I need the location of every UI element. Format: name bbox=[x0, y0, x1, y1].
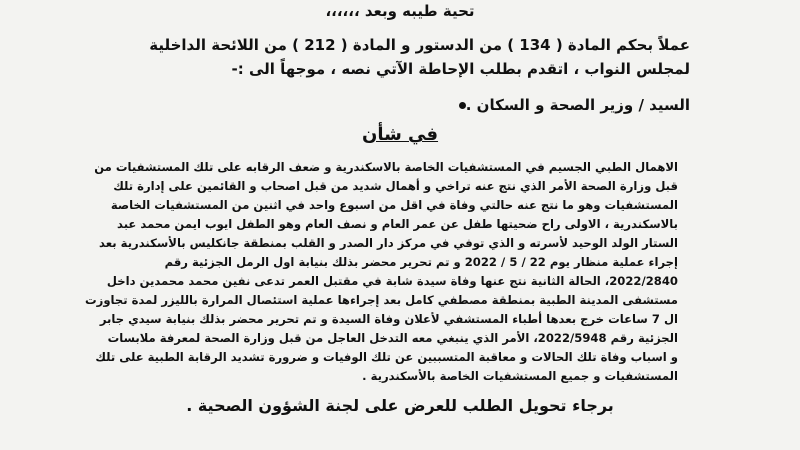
body-line: بالاسكندرية ، الاولى راح ضحيتها طفل عن عمر العام و نصف العام وهو الطفل ايوب ايمن محمد عبد bbox=[117, 217, 678, 231]
body-line: قبل وزارة الصحة الأمر الذي نتج عنه تراخي و أهمال شديد من قبل اصحاب و القائمين على إدارة تلك bbox=[113, 179, 678, 193]
body-line: المستشفيات وهو ما نتج عنه حالتي وفاة في اقل من اسبوع واحد في اثنين من المستشفيات الخاصة bbox=[110, 198, 678, 212]
intro-line: عملاً بحكم المادة ( 134 ) من الدستور و المادة ( 212 ) من اللائحة الداخلية bbox=[149, 36, 690, 54]
body-line: 2022/2840، الحالة الثانية نتج عنها وفاة سيدة شابة في مقتبل العمر تدعى نفين محمد محمدين داخل bbox=[106, 274, 678, 288]
body-line: و اسباب وفاة تلك الحالات و معاقبة المتسببين عن تلك الوفيات و ضرورة تشديد الرقابة الطبية على تلك bbox=[95, 350, 678, 364]
intro-line: لمجلس النواب ، اتقدم بطلب الإحاطة الآتي نصه ، موجهاً الى :- bbox=[231, 60, 690, 78]
closing-request: برجاء تحويل الطلب للعرض على لجنة الشؤون الصحية . bbox=[186, 396, 614, 415]
body-line: إجراء عملية منظار يوم 22 / 5 / 2022 و تم تحرير محضر بذلك بنيابة اول الرمل الجزئية رقم bbox=[164, 255, 678, 269]
body-line: الجزئية رقم 2022/5948، الأمر الذي ينبغي معه التدخل العاجل من قبل وزارة الصحة لمعرفة ملابسات bbox=[107, 331, 678, 345]
bullet-icon bbox=[459, 102, 466, 109]
body-line: ال 7 ساعات خرج بعدها أطباء المستشفي لأعلان وفاة السيدة و تم تحرير محضر بذلك بنيابة سيدي جابر bbox=[99, 312, 678, 326]
body-line: مستشفى المدينة الطبية بمنطقة مصطفي كامل بعد إجراءها عملية استئصال المرارة بالليزر لمدة تجاوزت bbox=[85, 293, 678, 307]
body-line: الاهمال الطبي الجسيم في المستشفيات الخاصة بالاسكندرية و ضعف الرقابه على تلك المستشفيات من bbox=[94, 160, 678, 174]
body-line: المستشفيات و جميع المستشفيات الخاصة بالأسكندرية . bbox=[362, 369, 678, 383]
subject-heading: في شأن bbox=[361, 124, 439, 145]
recipient-item bbox=[445, 96, 690, 114]
body-line: الستار الولد الوحيد لأسرته و الذي توفي في مركز دار الصدر و القلب بمنطقة جانكليس بالأسكندرية بعد bbox=[99, 236, 678, 250]
greeting: تحية طيبه وبعد ،،،،،، bbox=[325, 2, 475, 20]
recipient-text: السيد / وزير الصحة و السكان . bbox=[465, 96, 690, 114]
